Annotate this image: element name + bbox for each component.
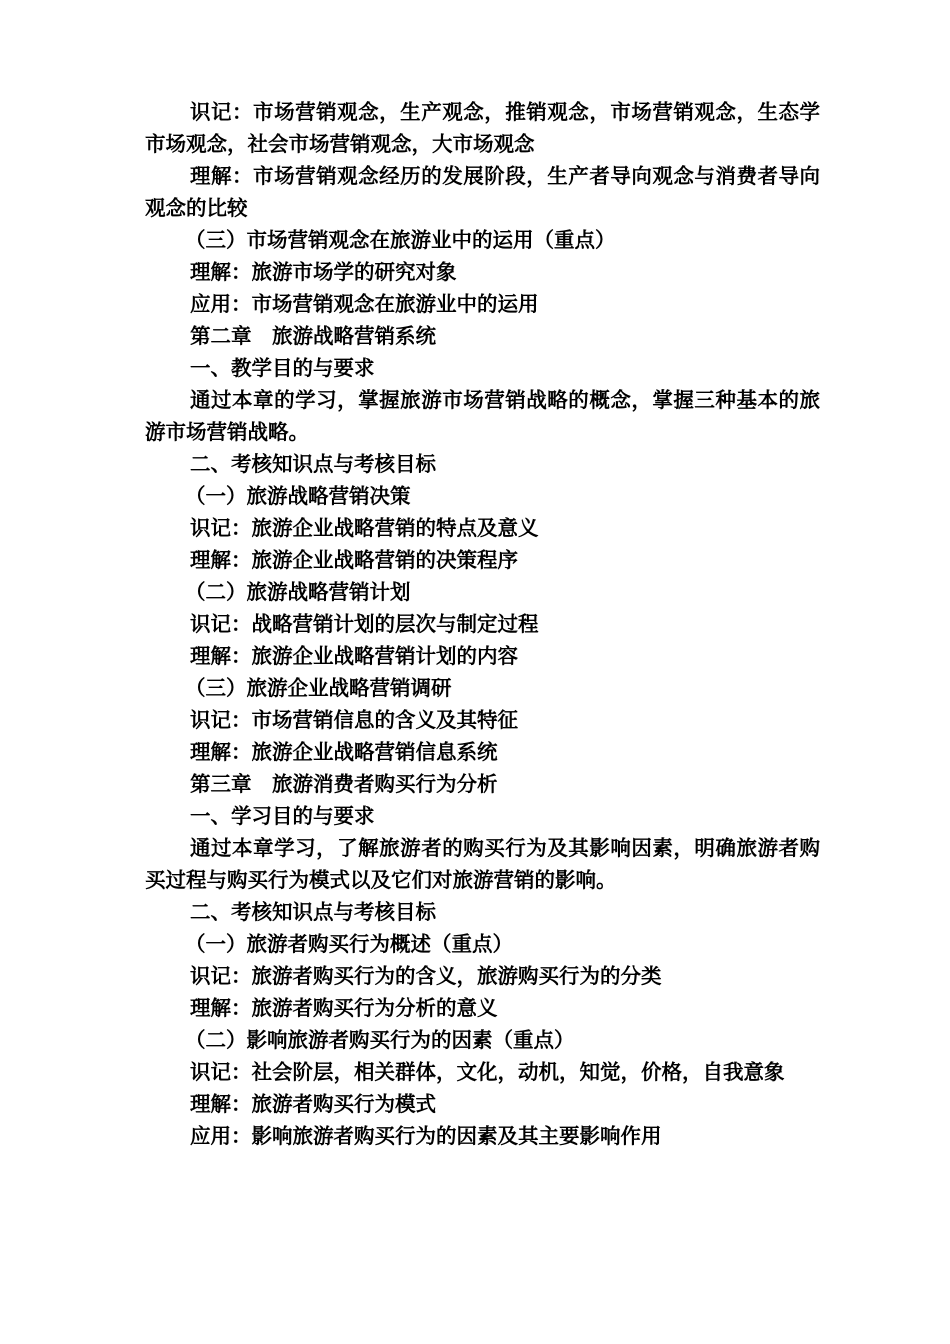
list-item: 理解：旅游企业战略营销信息系统 bbox=[190, 740, 498, 764]
section-heading: 二、考核知识点与考核目标 bbox=[190, 452, 436, 476]
section-heading: （一）旅游战略营销决策 bbox=[185, 484, 411, 508]
list-item: 识记：旅游者购买行为的含义，旅游购买行为的分类 bbox=[190, 964, 662, 988]
list-item: 识记：市场营销信息的含义及其特征 bbox=[190, 708, 518, 732]
paragraph-chapter3-goal: 通过本章学习，了解旅游者的购买行为及其影响因素，明确旅游者购买过程与购买行为模式以及它们对旅游营销的影响。 bbox=[145, 836, 820, 892]
paragraph-apply-concept: 应用：市场营销观念在旅游业中的运用 bbox=[190, 292, 539, 316]
chapter-heading: 第三章 旅游消费者购买行为分析 bbox=[190, 772, 498, 796]
chapter-heading: 第二章 旅游战略营销系统 bbox=[190, 324, 436, 348]
list-item: 识记：社会阶层，相关群体，文化，动机，知觉，价格，自我意象 bbox=[190, 1060, 785, 1084]
paragraph-understand-stages: 理解：市场营销观念经历的发展阶段，生产者导向观念与消费者导向观念的比较 bbox=[145, 164, 820, 220]
paragraph-memorize-concepts: 识记：市场营销观念，生产观念，推销观念，市场营销观念，生态学市场观念，社会市场营销观念，大市场观念 bbox=[145, 100, 820, 156]
section-heading: （一）旅游者购买行为概述（重点） bbox=[185, 932, 513, 956]
list-item: 应用：影响旅游者购买行为的因素及其主要影响作用 bbox=[190, 1124, 662, 1148]
section-heading: 一、学习目的与要求 bbox=[190, 804, 375, 828]
list-item: 理解：旅游者购买行为模式 bbox=[190, 1092, 436, 1116]
section-heading: 一、教学目的与要求 bbox=[190, 356, 375, 380]
list-item: 识记：战略营销计划的层次与制定过程 bbox=[190, 612, 539, 636]
section-heading: （三）市场营销观念在旅游业中的运用（重点） bbox=[185, 228, 616, 252]
document-body bbox=[145, 96, 820, 1152]
paragraph-chapter2-goal: 通过本章的学习，掌握旅游市场营销战略的概念，掌握三种基本的旅游市场营销战略。 bbox=[145, 388, 820, 444]
section-heading: （三）旅游企业战略营销调研 bbox=[185, 676, 452, 700]
list-item: 识记：旅游企业战略营销的特点及意义 bbox=[190, 516, 539, 540]
section-heading: （二）旅游战略营销计划 bbox=[185, 580, 411, 604]
list-item: 理解：旅游企业战略营销的决策程序 bbox=[190, 548, 518, 572]
paragraph-understand-object: 理解：旅游市场学的研究对象 bbox=[190, 260, 457, 284]
section-heading: 二、考核知识点与考核目标 bbox=[190, 900, 436, 924]
list-item: 理解：旅游企业战略营销计划的内容 bbox=[190, 644, 518, 668]
section-heading: （二）影响旅游者购买行为的因素（重点） bbox=[185, 1028, 575, 1052]
list-item: 理解：旅游者购买行为分析的意义 bbox=[190, 996, 498, 1020]
